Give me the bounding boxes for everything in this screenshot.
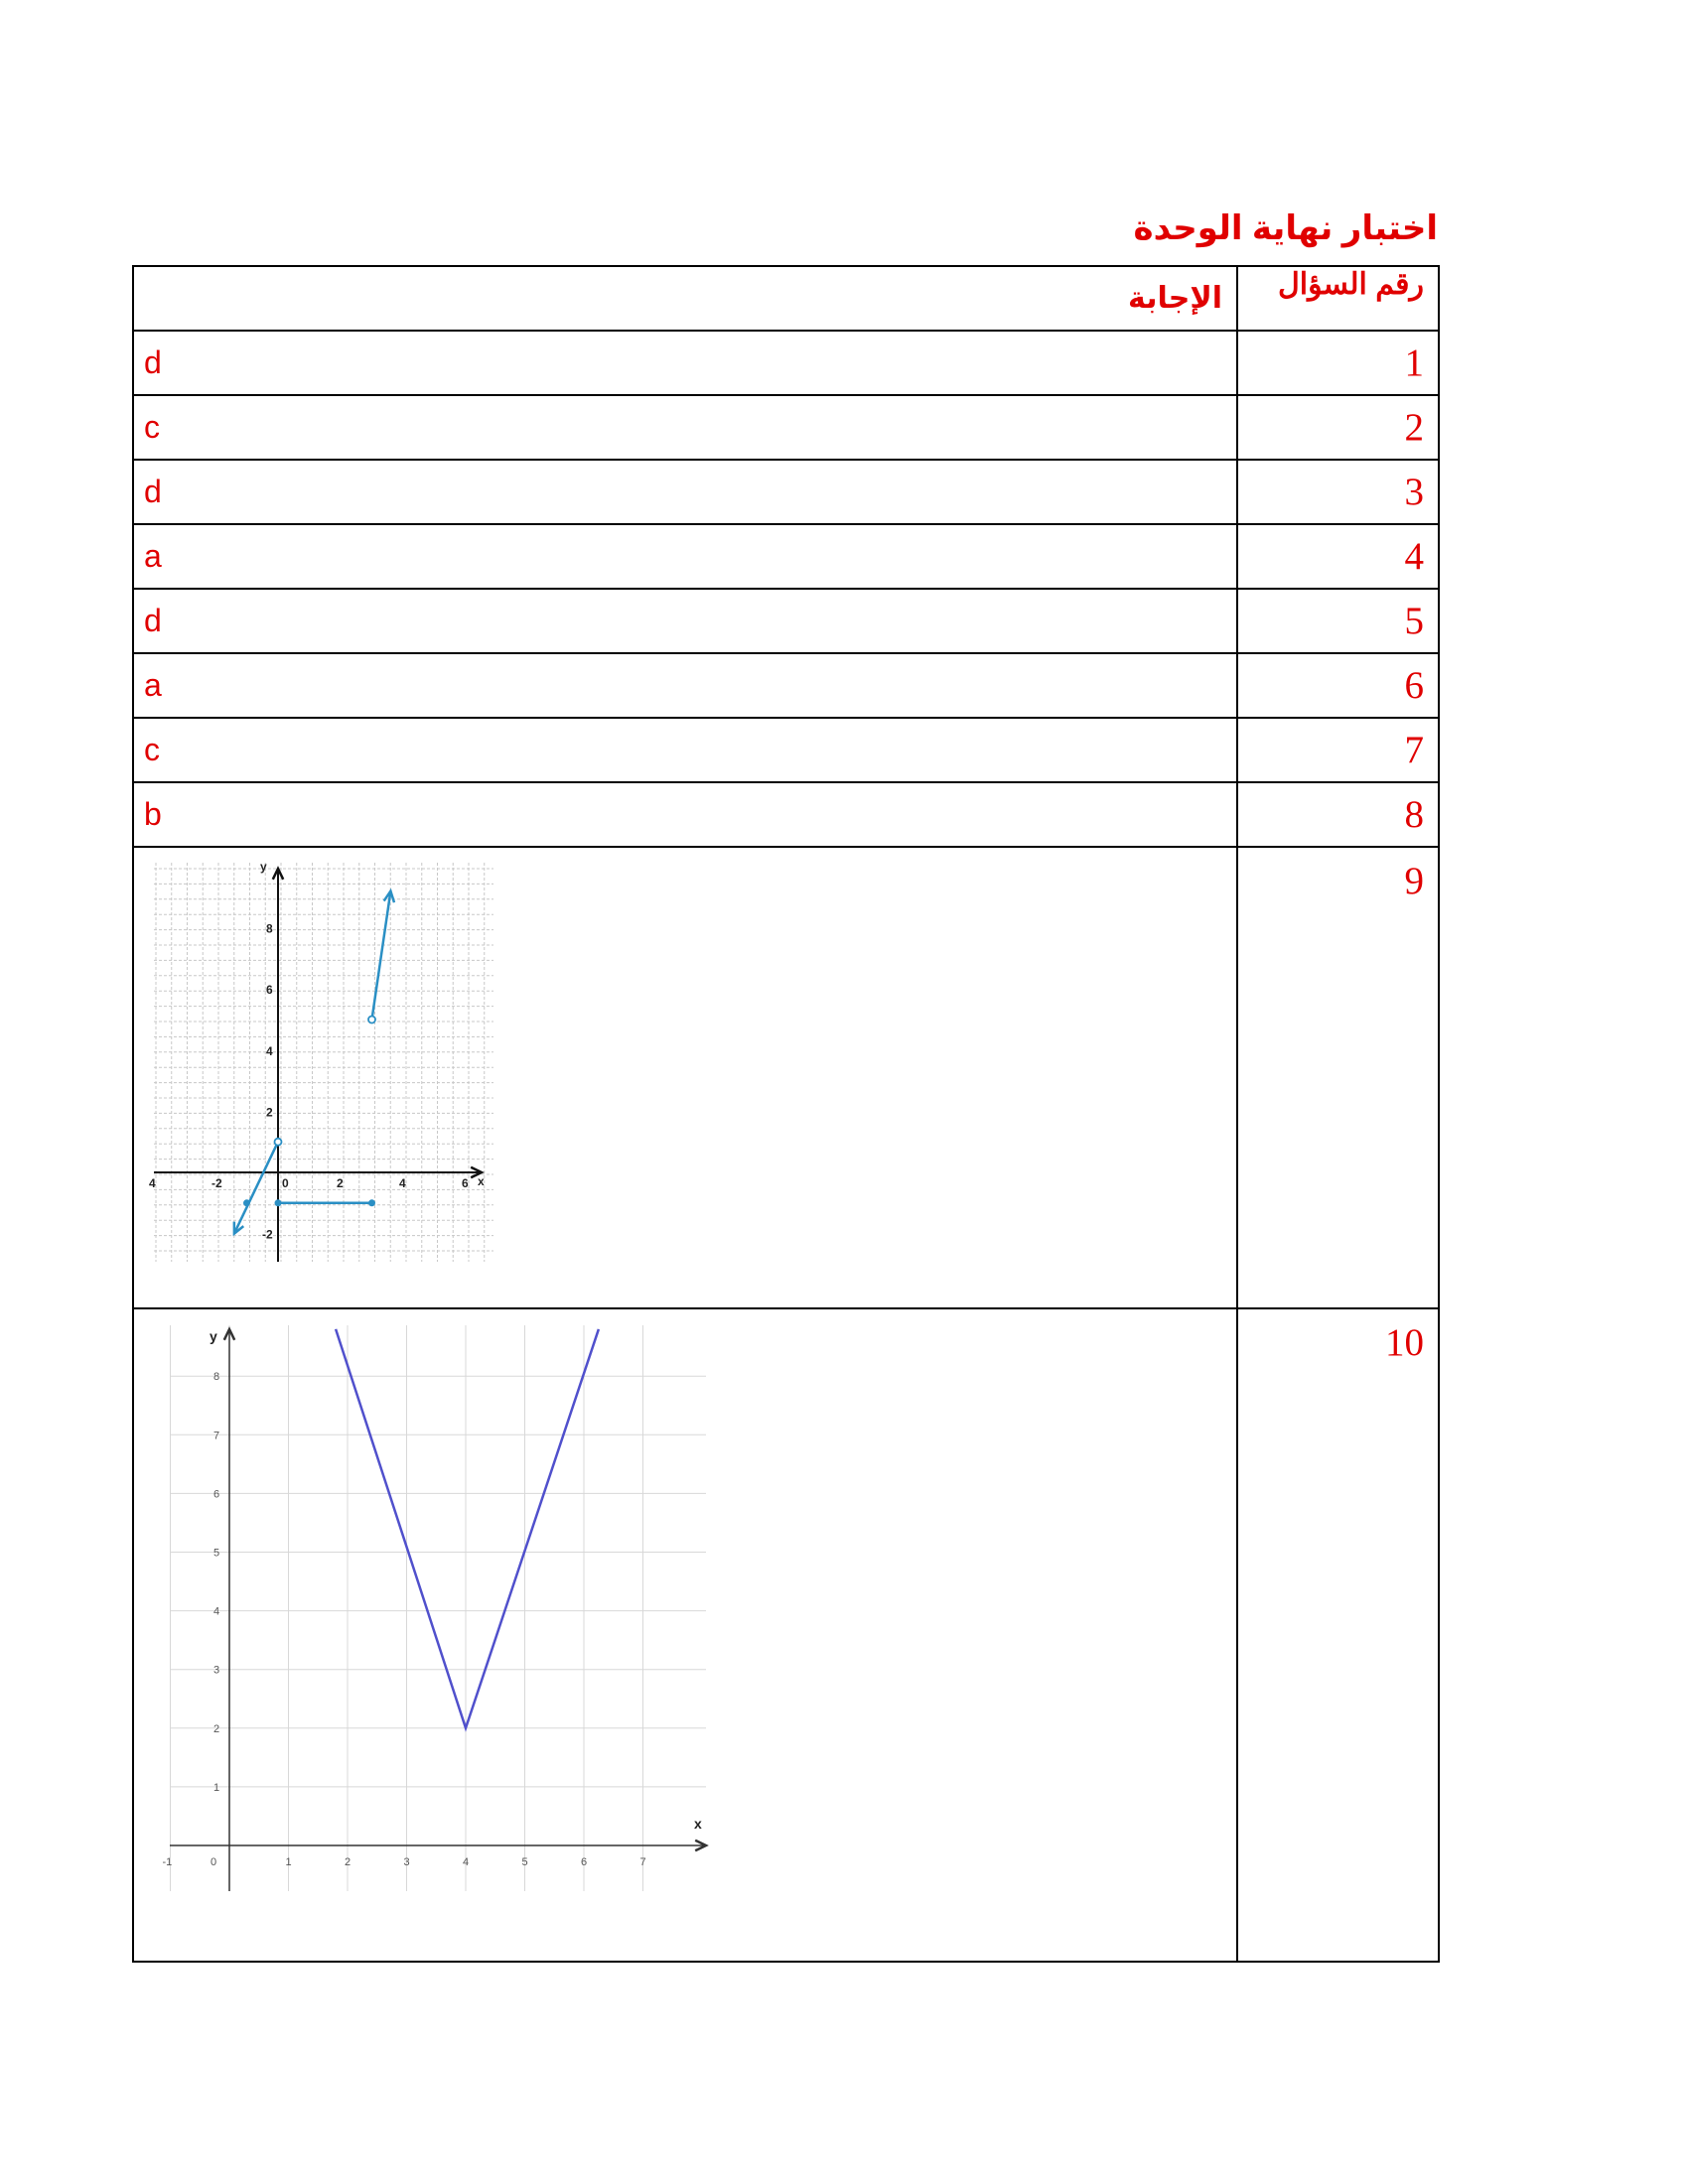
table-row-graph-10	[133, 1308, 1439, 1962]
y-tick-label: 1	[213, 1781, 220, 1794]
question-number: 5	[1237, 589, 1439, 653]
x-tick-label: 6	[462, 1176, 469, 1190]
x-tick-label: 3	[403, 1856, 410, 1868]
table-row	[133, 653, 1439, 718]
x-tick-label: 2	[337, 1176, 344, 1190]
answer-cell: b	[133, 782, 1237, 847]
table-row	[133, 589, 1439, 653]
header-answer: الإجابة	[133, 266, 1237, 331]
q9-graph	[149, 860, 493, 1262]
y-axis-label: y	[210, 1328, 217, 1344]
answer-graph-cell	[133, 1308, 1237, 1962]
series-line	[372, 891, 391, 1020]
x-axis-label: x	[694, 1816, 702, 1832]
table-row	[133, 782, 1439, 847]
y-tick-label: 2	[213, 1722, 220, 1735]
question-number: 2	[1237, 395, 1439, 460]
table-row	[133, 524, 1439, 589]
y-tick-label: 5	[213, 1547, 220, 1560]
y-axis-label: y	[260, 860, 267, 874]
x-tick-label: 6	[581, 1856, 588, 1868]
table-row	[133, 718, 1439, 782]
question-number: 7	[1237, 718, 1439, 782]
question-number: 9	[1237, 847, 1439, 1308]
y-tick-label: 4	[213, 1605, 220, 1618]
table-row	[133, 395, 1439, 460]
y-tick-label: 8	[266, 921, 273, 936]
question-number: 1	[1237, 331, 1439, 395]
x-tick-label: 4	[399, 1176, 406, 1190]
closed-point	[368, 1199, 375, 1206]
series-line	[336, 1329, 599, 1728]
x-tick-label: -1	[162, 1856, 173, 1868]
x-tick-label: 5	[521, 1856, 528, 1868]
closed-point	[275, 1199, 282, 1206]
answer-cell: d	[133, 331, 1237, 395]
y-tick-label: 8	[213, 1371, 220, 1384]
x-tick-label: 0	[282, 1176, 289, 1190]
x-tick-label: 4	[463, 1856, 470, 1868]
answer-graph-cell	[133, 847, 1237, 1308]
answer-table	[132, 265, 1440, 1963]
x-tick-label: 7	[639, 1856, 646, 1868]
y-tick-label: 6	[266, 983, 273, 998]
closed-point	[243, 1199, 250, 1206]
x-tick-label: 0	[211, 1856, 217, 1868]
x-axis-label: x	[478, 1174, 485, 1188]
answer-cell: a	[133, 524, 1237, 589]
y-tick-label: -2	[262, 1227, 273, 1242]
table-header-row	[133, 266, 1439, 331]
answer-cell: c	[133, 718, 1237, 782]
question-number: 8	[1237, 782, 1439, 847]
q10-graph	[162, 1325, 706, 1891]
table-row	[133, 331, 1439, 395]
answer-cell: c	[133, 395, 1237, 460]
question-number: 6	[1237, 653, 1439, 718]
header-question-number: رقم السؤال	[1237, 266, 1439, 331]
x-tick-label: -2	[211, 1176, 222, 1190]
x-tick-label: 2	[345, 1856, 352, 1868]
answer-cell: d	[133, 460, 1237, 524]
question-number: 3	[1237, 460, 1439, 524]
table-row-graph-9	[133, 847, 1439, 1308]
question-number: 10	[1237, 1308, 1439, 1962]
x-tick-label: 4	[149, 1176, 156, 1190]
question-number: 4	[1237, 524, 1439, 589]
open-point	[368, 1017, 375, 1024]
y-tick-label: 3	[213, 1664, 220, 1677]
y-tick-label: 2	[266, 1105, 273, 1120]
answer-cell: d	[133, 589, 1237, 653]
y-tick-label: 7	[213, 1430, 220, 1442]
y-tick-label: 4	[266, 1043, 273, 1058]
table-row	[133, 460, 1439, 524]
y-tick-label: 6	[213, 1488, 220, 1501]
x-tick-label: 1	[285, 1856, 292, 1868]
page-title: اختبار نهاية الوحدة	[1133, 209, 1438, 247]
open-point	[275, 1139, 282, 1146]
answer-cell: a	[133, 653, 1237, 718]
